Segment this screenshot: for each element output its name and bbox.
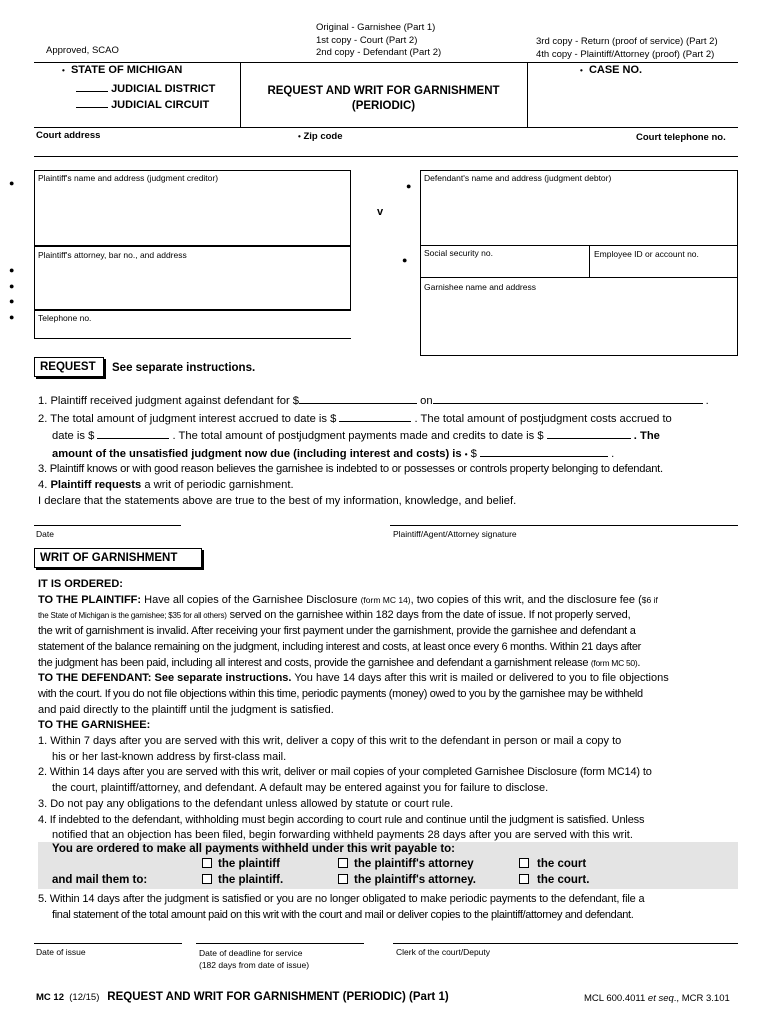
form-title bbox=[240, 84, 527, 114]
option-label: the court bbox=[537, 858, 587, 870]
clerk-rule[interactable] bbox=[393, 943, 738, 944]
checkbox[interactable] bbox=[338, 874, 348, 884]
mail-them-label: and mail them to: bbox=[52, 874, 148, 886]
writ-text: (form MC 50) bbox=[590, 657, 638, 668]
option-label: the court. bbox=[537, 874, 590, 886]
option-label: the plaintiff's attorney bbox=[354, 858, 474, 870]
plaintiff-attorney-label: Plaintiff's attorney, bar no., and address bbox=[38, 250, 187, 260]
judicial-circuit-label: JUDICIAL CIRCUIT bbox=[111, 99, 210, 111]
writ-plaintiff-line-1 bbox=[38, 593, 738, 609]
court-address-rule bbox=[34, 156, 738, 157]
request-text: a writ of periodic garnishment. bbox=[141, 478, 294, 491]
request-text: . The total amount of postjudgment costs accrued to bbox=[414, 412, 672, 425]
ssn-rule bbox=[420, 245, 738, 246]
plaintiff-name-label: Plaintiff's name and address (judgment creditor) bbox=[38, 173, 219, 183]
writ-plaintiff-line-5 bbox=[38, 656, 738, 672]
header-bottom-rule bbox=[34, 127, 738, 128]
request-text: amount of the unsatisfied judgment now due (including interest and costs) is bbox=[52, 447, 462, 460]
telephone-left-rule bbox=[34, 310, 35, 338]
statute-text: ., MCR 3.101 bbox=[673, 993, 730, 1004]
writ-heading: WRIT OF GARNISHMENT bbox=[40, 552, 178, 564]
garnishee-rule bbox=[420, 277, 738, 278]
distribution-line: Original - Garnishee (Part 1) bbox=[316, 22, 436, 33]
form-footer bbox=[36, 991, 449, 1003]
writ-text: the State of Michigan is the garnishee; $35 for all others) bbox=[38, 611, 227, 621]
to-garnishee-heading: TO THE GARNISHEE: bbox=[38, 719, 151, 732]
payable-plaintiff-option[interactable] bbox=[202, 858, 280, 870]
writ-plaintiff-line-4: statement of the balance remaining on the judgment, including interest and costs, at least once every 6 months. Within 21 days after bbox=[38, 640, 642, 653]
telephone-label: Telephone no. bbox=[38, 313, 92, 323]
deadline-rule[interactable] bbox=[196, 943, 364, 944]
approved-label: Approved, SCAO bbox=[46, 45, 119, 56]
district-blank[interactable] bbox=[76, 80, 108, 92]
judicial-district-row[interactable] bbox=[76, 80, 215, 95]
request-item-2-total: amount of the unsatisfied judgment now due (including interest and costs) is • $ . bbox=[38, 445, 738, 463]
payable-court-option[interactable] bbox=[519, 858, 586, 870]
form-number: MC 12 bbox=[36, 992, 64, 1003]
writ-text: Have all copies of the Garnishee Disclosure bbox=[141, 593, 361, 606]
bullet-icon: ● bbox=[9, 281, 15, 291]
judicial-circuit-row[interactable] bbox=[76, 96, 209, 111]
garnishee-item-1-cont: his or her last-known address by first-class mail. bbox=[52, 750, 287, 763]
request-item-4 bbox=[38, 478, 738, 494]
garnishee-item-2: 2. Within 14 days after you are served with this writ, deliver or mail copies of your completed Garnishee Disclosure (form MC14) to bbox=[38, 766, 652, 779]
deadline-label bbox=[199, 948, 309, 971]
writ-text: served on the garnishee within 182 days from the date of issue. If not properly served, bbox=[226, 609, 631, 622]
zip-code-field[interactable]: • Zip code bbox=[298, 131, 343, 142]
request-text: 4. bbox=[38, 478, 51, 491]
bullet-icon: ● bbox=[9, 178, 15, 188]
checkbox[interactable] bbox=[202, 874, 212, 884]
writ-text: , two copies of this writ, and the disclosure fee ( bbox=[410, 593, 642, 606]
request-text: . The bbox=[633, 430, 660, 443]
bullet-icon: ● bbox=[9, 312, 15, 322]
writ-body bbox=[38, 577, 738, 844]
checkbox[interactable] bbox=[338, 858, 348, 868]
declaration: I declare that the statements above are true to the best of my information, knowledge, and belief. bbox=[38, 494, 517, 507]
date-label: Date bbox=[36, 529, 54, 539]
distribution-line: 4th copy - Plaintiff/Attorney (proof) (Part 2) bbox=[536, 48, 715, 60]
costs-amount-field[interactable] bbox=[97, 427, 169, 439]
garnishee-item-1: 1. Within 7 days after you are served with this writ, deliver a copy of this writ to the defendant in person or mail a copy to bbox=[38, 735, 622, 748]
court-telephone-label: Court telephone no. bbox=[636, 132, 726, 143]
form-revision: (12/15) bbox=[69, 992, 100, 1003]
garnishee-label: Garnishee name and address bbox=[424, 282, 536, 292]
date-of-issue-label: Date of issue bbox=[36, 947, 86, 957]
request-text: date is $ bbox=[52, 430, 95, 443]
signature-rule[interactable] bbox=[390, 525, 738, 526]
mail-court-option[interactable] bbox=[519, 874, 589, 886]
header-divider bbox=[527, 62, 528, 127]
judgment-amount-field[interactable] bbox=[299, 392, 417, 404]
date-signature-rule[interactable] bbox=[34, 525, 181, 526]
telephone-rule bbox=[34, 310, 351, 311]
zip-code-label: Zip code bbox=[303, 131, 343, 142]
writ-defendant-line-2: with the court. If you do not file objections within this time, periodic payments (money) owed to you by the garnishee may be withheld bbox=[38, 687, 643, 700]
payable-attorney-option[interactable] bbox=[338, 858, 474, 870]
garnishee-item-4-cont: notified that an objection has been filed, begin forwarding withheld payments 28 days after you are served with this writ. bbox=[52, 829, 633, 842]
option-label: the plaintiff. bbox=[218, 874, 284, 886]
judicial-district-label: JUDICIAL DISTRICT bbox=[111, 83, 216, 95]
distribution-line: 2nd copy - Defendant (Part 2) bbox=[316, 47, 442, 58]
checkbox[interactable] bbox=[519, 858, 529, 868]
writ-plaintiff-line-3: the writ of garnishment is invalid. After receiving your first payment under the garnishment, provide the garnishee and defendant a bbox=[38, 625, 636, 638]
request-text: 2. The total amount of judgment interest accrued to date is $ bbox=[38, 412, 337, 425]
request-text: on bbox=[420, 395, 433, 407]
telephone-bottom-rule bbox=[34, 338, 351, 339]
date-issue-rule[interactable] bbox=[34, 943, 182, 944]
writ-text: You have 14 days after this writ is mailed or delivered to you to file objections bbox=[291, 672, 669, 685]
writ-text: (form MC 14) bbox=[360, 594, 411, 605]
employee-id-label: Employee ID or account no. bbox=[594, 249, 699, 259]
statute-reference bbox=[584, 993, 730, 1004]
garnishee-item-5: 5. Within 14 days after the judgment is satisfied or you are no longer obligated to make periodic payments to the defendant, file a bbox=[38, 893, 645, 905]
checkbox[interactable] bbox=[202, 858, 212, 868]
payable-heading: You are ordered to make all payments withheld under this writ payable to: bbox=[52, 843, 456, 855]
signature-label: Plaintiff/Agent/Attorney signature bbox=[393, 529, 517, 539]
deadline-label-line: (182 days from date of issue) bbox=[199, 959, 310, 970]
writ-defendant-line-1 bbox=[38, 671, 738, 687]
request-heading: REQUEST bbox=[40, 361, 96, 373]
mail-attorney-option[interactable] bbox=[338, 874, 476, 886]
request-item-3: 3. Plaintiff knows or with good reason believes the garnishee is indebted to or possesses or controls property belonging to defendant. bbox=[38, 463, 663, 476]
ssn-divider bbox=[589, 245, 590, 277]
judgment-date-field[interactable] bbox=[433, 392, 703, 404]
checkbox[interactable] bbox=[519, 874, 529, 884]
ssn-label: Social security no. bbox=[424, 248, 493, 258]
option-label: the plaintiff's attorney. bbox=[354, 874, 477, 886]
ordered-heading: IT IS ORDERED: bbox=[38, 578, 123, 590]
bullet-icon: ● bbox=[406, 181, 412, 191]
garnishee-item-4: 4. If indebted to the defendant, withholding must begin according to court rule and continue until the judgment is satisfied. Unless bbox=[38, 813, 645, 826]
form-title-line: REQUEST AND WRIT FOR GARNISHMENT bbox=[267, 85, 500, 97]
payments-amount-field[interactable] bbox=[547, 427, 631, 439]
writ-text: TO THE PLAINTIFF: bbox=[38, 593, 142, 606]
request-body bbox=[38, 392, 738, 509]
bullet-icon: ● bbox=[402, 255, 408, 265]
writ-text: . bbox=[637, 656, 641, 669]
bullet-icon: ● bbox=[9, 265, 15, 275]
footer-title: REQUEST AND WRIT FOR GARNISHMENT (PERIODIC) (Part 1) bbox=[107, 991, 449, 1003]
request-instructions: See separate instructions. bbox=[112, 362, 256, 374]
writ-text: the judgment has been paid, including all interest and costs, provide the garnishee and defendant a garnishment release bbox=[38, 656, 591, 669]
state-label: STATE OF MICHIGAN bbox=[70, 64, 183, 76]
distribution-line: 1st copy - Court (Part 2) bbox=[316, 34, 418, 46]
defendant-name-field[interactable] bbox=[420, 170, 738, 356]
interest-amount-field[interactable] bbox=[339, 410, 411, 422]
option-label: the plaintiff bbox=[218, 858, 280, 870]
attorney-rule bbox=[34, 246, 351, 247]
statute-text: et seq bbox=[647, 993, 674, 1004]
mail-plaintiff-option[interactable] bbox=[202, 874, 283, 886]
writ-plaintiff-line-2 bbox=[38, 608, 738, 624]
bullet-icon: ● bbox=[9, 296, 15, 306]
request-text: 1. Plaintiff received judgment against defendant for $ bbox=[38, 395, 300, 407]
distribution-list-right bbox=[536, 36, 718, 61]
form-title-line: (PERIODIC) bbox=[351, 100, 416, 112]
writ-defendant-line-3: and paid directly to the plaintiff until the judgment is satisfied. bbox=[38, 703, 334, 716]
request-item-2-cont bbox=[38, 427, 738, 445]
request-text: $ bbox=[470, 447, 477, 460]
statute-text: MCL 600.4011 bbox=[584, 993, 648, 1004]
defendant-name-label: Defendant's name and address (judgment debtor) bbox=[424, 173, 612, 183]
deadline-label-line: Date of deadline for service bbox=[199, 948, 303, 958]
request-text: Plaintiff requests bbox=[50, 478, 142, 491]
writ-text: $6 if bbox=[641, 594, 658, 605]
court-address-label: Court address bbox=[36, 130, 101, 141]
garnishee-item-3: 3. Do not pay any obligations to the defendant unless allowed by statute or court rule. bbox=[38, 797, 454, 810]
unsatisfied-amount-field[interactable] bbox=[480, 445, 608, 457]
garnishee-item-5-block bbox=[38, 892, 738, 923]
garnishee-item-2-cont: the court, plaintiff/attorney, and defendant. A default may be entered against you for failure to disclose. bbox=[52, 782, 549, 795]
writ-text: TO THE DEFENDANT: See separate instructions. bbox=[38, 672, 292, 685]
request-text: . The total amount of postjudgment payments made and credits to date is $ bbox=[172, 430, 544, 443]
header-top-rule bbox=[34, 62, 738, 63]
case-no-field[interactable]: • CASE NO. bbox=[580, 64, 643, 76]
clerk-label: Clerk of the court/Deputy bbox=[396, 947, 491, 957]
state-heading: • STATE OF MICHIGAN bbox=[62, 64, 183, 76]
garnishee-item-5-cont: final statement of the total amount paid on this writ with the court and mail or deliver copies to the plaintiff/attorney and defendant. bbox=[52, 908, 634, 921]
distribution-line: 3rd copy - Return (proof of service) (Part 2) bbox=[536, 36, 718, 47]
versus-label: v bbox=[377, 206, 384, 218]
case-no-label: CASE NO. bbox=[588, 64, 643, 76]
distribution-list bbox=[316, 22, 441, 60]
circuit-blank[interactable] bbox=[76, 96, 108, 108]
request-item-1: 1. Plaintiff received judgment against defendant for $ on . bbox=[38, 392, 738, 410]
request-item-2 bbox=[38, 410, 738, 428]
